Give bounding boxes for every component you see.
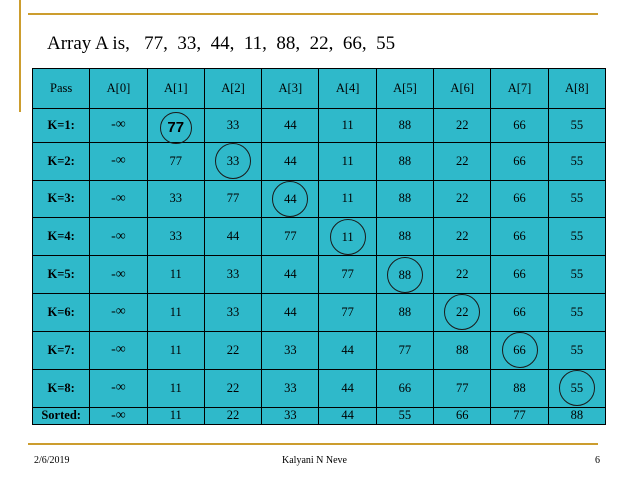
- cell-value: 66: [513, 191, 526, 206]
- sentinel-value: -∞: [111, 153, 126, 169]
- table-cell: [491, 256, 548, 294]
- pass-label: K=1:: [33, 109, 90, 143]
- header-row: [33, 69, 606, 109]
- table-body: [33, 109, 606, 425]
- table-cell: [147, 109, 204, 143]
- cell-value: 77: [226, 191, 240, 206]
- cell-value: 77: [341, 267, 354, 282]
- table-row: [33, 256, 606, 294]
- column-header: A[1]: [147, 69, 204, 109]
- cell-value: 55: [398, 408, 412, 423]
- highlight-circle: [502, 332, 538, 368]
- table-cell: [262, 218, 319, 256]
- column-header: A[5]: [376, 69, 433, 109]
- table-cell: [434, 407, 491, 424]
- table-row: [33, 294, 606, 332]
- table-cell: [204, 331, 261, 369]
- table-cell: [491, 331, 548, 369]
- table-cell: [548, 407, 605, 424]
- bottom-accent-bar: [28, 443, 598, 445]
- table-cell: [376, 109, 433, 143]
- table-cell: [491, 218, 548, 256]
- table-cell: [548, 142, 605, 180]
- table-cell: [147, 218, 204, 256]
- cell-value: 11: [169, 342, 182, 357]
- table-cell: [319, 142, 376, 180]
- highlight-circle: [559, 370, 595, 406]
- cell-value: 22: [226, 342, 240, 357]
- cell-value: 66: [513, 153, 526, 168]
- table-cell: [491, 369, 548, 407]
- cell-value: 33: [226, 304, 240, 319]
- column-header: A[4]: [319, 69, 376, 109]
- cell-value: 22: [455, 153, 469, 168]
- table-cell: [204, 180, 261, 218]
- table-cell: [147, 331, 204, 369]
- column-header: A[6]: [434, 69, 491, 109]
- highlight-circle: [215, 143, 251, 179]
- table-cell: [147, 256, 204, 294]
- table-cell: [90, 369, 147, 407]
- sentinel-value: -∞: [111, 266, 126, 282]
- page-number: 6: [595, 455, 600, 466]
- table-cell: [434, 294, 491, 332]
- pass-label: K=8:: [33, 369, 90, 407]
- cell-value: 11: [169, 304, 182, 319]
- table-cell: [262, 109, 319, 143]
- cell-value: 44: [284, 304, 297, 319]
- table-cell: [376, 294, 433, 332]
- cell-value: 44: [226, 229, 240, 244]
- table-cell: [147, 294, 204, 332]
- cell-value: 11: [341, 117, 354, 132]
- slide-title: Array A is, 77, 33, 44, 11, 88, 22, 66, 55: [47, 33, 396, 54]
- pass-label: K=3:: [33, 180, 90, 218]
- cell-value: 22: [455, 267, 469, 282]
- table-row: [33, 142, 606, 180]
- table-row: [33, 407, 606, 424]
- table-cell: [434, 331, 491, 369]
- table-cell: [319, 180, 376, 218]
- cell-value: 88: [513, 380, 526, 395]
- cell-value: 33: [169, 229, 182, 244]
- cell-value: 88: [398, 304, 412, 319]
- cell-value: 44: [341, 380, 354, 395]
- pass-label: K=4:: [33, 218, 90, 256]
- table-cell: [548, 180, 605, 218]
- table-cell: [90, 407, 147, 424]
- table-cell: [548, 256, 605, 294]
- table-cell: [147, 407, 204, 424]
- table-cell: [434, 218, 491, 256]
- table-cell: [90, 180, 147, 218]
- cell-value: 44: [284, 267, 297, 282]
- table-cell: [319, 109, 376, 143]
- table-cell: [262, 294, 319, 332]
- cell-value: 88: [455, 342, 469, 357]
- table-cell: [491, 294, 548, 332]
- footer-author: Kalyani N Neve: [282, 455, 347, 466]
- table-row: [33, 369, 606, 407]
- cell-value: 33: [226, 267, 240, 282]
- cell-value: 11: [341, 229, 354, 244]
- table-cell: [548, 109, 605, 143]
- cell-value: 22: [455, 229, 469, 244]
- cell-value: 44: [284, 117, 297, 132]
- table-cell: [204, 218, 261, 256]
- cell-value: 22: [455, 305, 469, 320]
- table-cell: [548, 218, 605, 256]
- table-row: [33, 218, 606, 256]
- column-header: A[3]: [262, 69, 319, 109]
- table-cell: [90, 109, 147, 143]
- cell-value: 55: [570, 381, 584, 396]
- cell-value: 66: [455, 408, 469, 423]
- table-cell: [204, 294, 261, 332]
- table-cell: [376, 142, 433, 180]
- table-cell: [204, 142, 261, 180]
- table-cell: [204, 369, 261, 407]
- table-cell: [434, 142, 491, 180]
- cell-value: 33: [226, 154, 240, 169]
- cell-value: 77: [455, 380, 469, 395]
- table-cell: [319, 294, 376, 332]
- table-cell: [204, 109, 261, 143]
- table-cell: [147, 369, 204, 407]
- pass-label: Sorted:: [33, 407, 90, 424]
- sentinel-value: -∞: [111, 304, 126, 320]
- column-header: A[2]: [204, 69, 261, 109]
- table-cell: [319, 331, 376, 369]
- table-cell: [491, 407, 548, 424]
- table-cell: [204, 256, 261, 294]
- cell-value: 55: [570, 304, 584, 319]
- cell-value: 66: [398, 380, 412, 395]
- table-cell: [376, 256, 433, 294]
- pass-label: K=7:: [33, 331, 90, 369]
- sentinel-value: -∞: [111, 190, 126, 206]
- cell-value: 66: [513, 267, 526, 282]
- cell-value: 88: [570, 408, 584, 423]
- cell-value: 33: [284, 342, 297, 357]
- cell-value: 44: [341, 342, 354, 357]
- sentinel-value: -∞: [111, 117, 126, 133]
- cell-value: 11: [341, 191, 354, 206]
- pass-label: K=2:: [33, 142, 90, 180]
- cell-value: 11: [169, 408, 182, 423]
- highlight-circle: [272, 181, 308, 217]
- table-cell: [376, 218, 433, 256]
- table-cell: [262, 180, 319, 218]
- column-header: A[8]: [548, 69, 605, 109]
- table-cell: [319, 218, 376, 256]
- table-cell: [434, 256, 491, 294]
- left-accent-bar: [19, 0, 21, 112]
- sentinel-value: -∞: [111, 380, 126, 396]
- cell-value: 44: [284, 191, 297, 206]
- cell-value: 55: [570, 267, 584, 282]
- table-cell: [491, 180, 548, 218]
- cell-value: 22: [455, 117, 469, 132]
- table-cell: [548, 294, 605, 332]
- table-cell: [434, 180, 491, 218]
- table-cell: [147, 180, 204, 218]
- cell-value: 11: [169, 267, 182, 282]
- sentinel-value: -∞: [111, 407, 126, 423]
- table-cell: [319, 256, 376, 294]
- table-cell: [548, 331, 605, 369]
- cell-value: 55: [570, 342, 584, 357]
- table-cell: [262, 331, 319, 369]
- table-cell: [319, 407, 376, 424]
- cell-value: 88: [398, 191, 412, 206]
- cell-value: 44: [341, 408, 354, 423]
- cell-value: 77: [341, 304, 354, 319]
- column-header: A[0]: [90, 69, 147, 109]
- cell-value: 11: [341, 153, 354, 168]
- cell-value: 66: [513, 343, 526, 358]
- table-cell: [434, 109, 491, 143]
- table-cell: [204, 407, 261, 424]
- cell-value: 22: [226, 380, 240, 395]
- table-cell: [90, 331, 147, 369]
- cell-value: 22: [226, 408, 240, 423]
- cell-value: 33: [226, 117, 240, 132]
- column-header: Pass: [33, 69, 90, 109]
- cell-value: 77: [284, 229, 297, 244]
- table-cell: [376, 407, 433, 424]
- insertion-sort-table: [32, 68, 606, 425]
- table-cell: [262, 407, 319, 424]
- cell-value: 44: [284, 153, 297, 168]
- highlight-circle: [330, 219, 366, 255]
- sentinel-value: -∞: [111, 228, 126, 244]
- cell-value: 88: [398, 153, 412, 168]
- cell-value: 11: [169, 380, 182, 395]
- cell-value: 66: [513, 304, 526, 319]
- cell-value: 33: [284, 380, 297, 395]
- cell-value: 55: [570, 229, 584, 244]
- cell-value: 66: [513, 117, 526, 132]
- pass-label: K=5:: [33, 256, 90, 294]
- table-cell: [548, 369, 605, 407]
- cell-value: 55: [570, 191, 584, 206]
- highlight-circle: [444, 294, 480, 330]
- table-cell: [90, 142, 147, 180]
- cell-value: 33: [284, 408, 297, 423]
- cell-value: 22: [455, 191, 469, 206]
- highlight-circle: [387, 257, 423, 293]
- cell-value: 88: [398, 229, 412, 244]
- table-row: [33, 109, 606, 143]
- table-cell: [319, 369, 376, 407]
- table-cell: [262, 142, 319, 180]
- column-header: A[7]: [491, 69, 548, 109]
- table-cell: [90, 256, 147, 294]
- table-cell: [491, 109, 548, 143]
- table-cell: [491, 142, 548, 180]
- highlight-circle: [160, 112, 192, 144]
- table-cell: [262, 369, 319, 407]
- cell-value: 33: [169, 191, 182, 206]
- cell-value: 66: [513, 229, 526, 244]
- table-cell: [376, 369, 433, 407]
- table-cell: [376, 180, 433, 218]
- table-cell: [90, 294, 147, 332]
- cell-value: 77: [169, 153, 182, 168]
- table-cell: [262, 256, 319, 294]
- table-cell: [376, 331, 433, 369]
- cell-value: 77: [513, 408, 526, 423]
- footer-date: 2/6/2019: [34, 455, 70, 466]
- top-accent-bar: [28, 13, 598, 15]
- table-row: [33, 180, 606, 218]
- cell-value: 88: [398, 267, 412, 282]
- cell-value: 88: [398, 117, 412, 132]
- cell-value: 77: [398, 342, 412, 357]
- table-cell: [147, 142, 204, 180]
- pass-label: K=6:: [33, 294, 90, 332]
- cell-value: 77: [167, 119, 185, 137]
- table-cell: [434, 369, 491, 407]
- cell-value: 55: [570, 117, 584, 132]
- sentinel-value: -∞: [111, 342, 126, 358]
- table-row: [33, 331, 606, 369]
- cell-value: 55: [570, 153, 584, 168]
- table-cell: [90, 218, 147, 256]
